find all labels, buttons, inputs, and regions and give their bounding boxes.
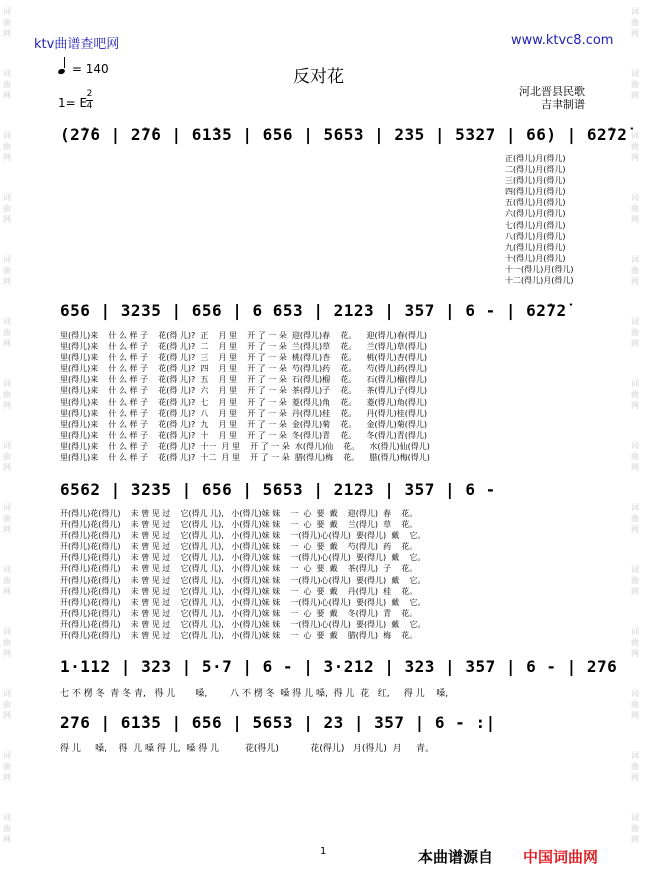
time-signature: 2 4: [86, 89, 93, 111]
watermark-char: 网: [3, 339, 11, 348]
watermark-char: 词: [631, 7, 639, 16]
tempo-value: = 140: [71, 62, 109, 76]
verse-b-line: 开(得儿)花(得儿) 未 曾 见 过 它(得儿 儿), 小(得儿)妹 妹 一(得儿)心(得儿) 要(得儿) 戴 它。: [60, 619, 426, 629]
watermark-char: 网: [631, 339, 639, 348]
watermark-char: 词: [631, 503, 639, 512]
watermark-char: 网: [3, 401, 11, 410]
page-title: 反对花: [293, 67, 344, 87]
watermark-char: 曲: [3, 266, 11, 275]
watermark-char: 网: [631, 711, 639, 720]
watermark-char: 曲: [3, 824, 11, 833]
staff-row-1: (2̇7̇6 | 2̇7̇6 | 61̇35 | 656 | 5653 | 235 | 5327 | 66) | 62̇72̇: [60, 125, 628, 144]
watermark-char: 曲: [631, 638, 639, 647]
watermark-char: 曲: [3, 452, 11, 461]
verse-intro-line: 十(得儿)月(得儿): [505, 253, 566, 263]
watermark-char: 曲: [631, 204, 639, 213]
verse-b-line: 开(得儿)花(得儿) 未 曾 见 过 它(得儿 儿), 小(得儿)妹 妹 一 心 要 戴 芍(得儿) 药 花。: [60, 542, 418, 552]
verse-a-line: 里(得儿)来 什 么 样 子 花(得 儿)? 六 月 里 开 了 一 朵 茶(得儿)子 花。 茶(得儿)子(得儿): [60, 386, 428, 396]
watermark-left: [3, 0, 11, 845]
verse-intro-line: 三(得儿)月(得儿): [505, 176, 566, 186]
watermark-char: 网: [3, 773, 11, 782]
watermark-char: 词: [3, 751, 11, 760]
watermark-char: 网: [3, 91, 11, 100]
watermark-char: 词: [631, 565, 639, 574]
watermark-char: 网: [631, 91, 639, 100]
staff-row-5: 276 | 61̇35 | 656 | 5653 | 23 | 357 | 6 - :|: [60, 713, 496, 732]
verse-a-line: 里(得儿)来 什 么 样 子 花(得 儿)? 四 月 里 开 了 一 朵 芍(得儿)药 花。 芍(得儿)药(得儿): [60, 364, 428, 374]
watermark-char: 曲: [631, 700, 639, 709]
watermark-char: 网: [3, 153, 11, 162]
verse-b-line: 开(得儿)花(得儿) 未 曾 见 过 它(得儿 儿), 小(得儿)妹 妹 一 心 要 戴 茶(得儿) 子 花。: [60, 564, 418, 574]
verse-a-line: 里(得儿)来 什 么 样 子 花(得 儿)? 十 月 里 开 了 一 朵 冬(得儿)青 花。 冬(得儿)青(得儿): [60, 430, 428, 440]
quarter-note-icon: [57, 68, 65, 75]
watermark-char: 词: [631, 69, 639, 78]
watermark-char: 词: [3, 193, 11, 202]
verse-a-line: 里(得儿)来 什 么 样 子 花(得 儿)? 五 月 里 开 了 一 朵 石(得儿)榴 花。 石(得儿)榴(得儿): [60, 375, 428, 385]
verse-intro-line: 正(得儿)月(得儿): [505, 154, 566, 163]
verse-intro-line: 七(得儿)月(得儿): [505, 220, 566, 230]
verse-b-line: 开(得儿)花(得儿) 未 曾 见 过 它(得儿 儿), 小(得儿)妹 妹 一 心 要 戴 兰(得儿) 草 花。: [60, 520, 418, 530]
watermark-char: 网: [631, 773, 639, 782]
verse-a-line: 里(得儿)来 什 么 样 子 花(得 儿)? 七 月 里 开 了 一 朵 菱(得儿)角 花。 菱(得儿)角(得儿): [60, 397, 428, 407]
verse-a-line: 里(得儿)来 什 么 样 子 花(得 儿)? 十一 月 里 开 了 一 朵 水(得儿)仙 花。 水(得儿)仙(得儿): [60, 441, 430, 451]
watermark-char: 曲: [631, 80, 639, 89]
verse-b-line: 开(得儿)花(得儿) 未 曾 见 过 它(得儿 儿), 小(得儿)妹 妹 一 心 要 戴 迎(得儿) 春 花。: [60, 509, 418, 518]
verse-b-line: 开(得儿)花(得儿) 未 曾 见 过 它(得儿 儿), 小(得儿)妹 妹 一(得儿)心(得儿) 要(得儿) 戴 它。: [60, 575, 426, 585]
watermark-char: 词: [3, 441, 11, 450]
watermark-char: 曲: [631, 266, 639, 275]
watermark-char: 词: [631, 813, 639, 822]
watermark-char: 网: [631, 277, 639, 286]
origin-info: 河北晋县民歌 吉聿制谱: [519, 85, 585, 111]
watermark-char: 曲: [3, 18, 11, 27]
verse-b-line: 开(得儿)花(得儿) 未 曾 见 过 它(得儿 儿), 小(得儿)妹 妹 一 心 要 戴 腊(得儿) 梅 花。: [60, 631, 418, 641]
verse-intro-line: 十一(得儿)月(得儿): [505, 264, 574, 274]
watermark-char: 曲: [631, 142, 639, 151]
watermark-char: 词: [3, 131, 11, 140]
watermark-char: 网: [3, 835, 11, 844]
watermark-char: 曲: [3, 576, 11, 585]
watermark-char: 网: [3, 711, 11, 720]
watermark-char: 曲: [631, 762, 639, 771]
verse-b-line: 开(得儿)花(得儿) 未 曾 见 过 它(得儿 儿), 小(得儿)妹 妹 一(得儿)心(得儿) 要(得儿) 戴 它。: [60, 597, 426, 607]
verse-intro-line: 四(得儿)月(得儿): [505, 187, 566, 197]
watermark-char: 曲: [631, 18, 639, 27]
watermark-char: 曲: [3, 390, 11, 399]
verse-a-line: 里(得儿)来 什 么 样 子 花(得 儿)? 八 月 里 开 了 一 朵 丹(得儿)桂 花。 丹(得儿)桂(得儿): [60, 408, 428, 418]
watermark-char: 网: [631, 649, 639, 658]
watermark-char: 词: [631, 441, 639, 450]
watermark-char: 词: [3, 317, 11, 326]
verse-intro-line: 五(得儿)月(得儿): [505, 198, 566, 208]
verse-b-line: 开(得儿)花(得儿) 未 曾 见 过 它(得儿 儿), 小(得儿)妹 妹 一 心 要 戴 冬(得儿) 青 花。: [60, 608, 418, 618]
watermark-char: 网: [631, 587, 639, 596]
verse-intro-line: 二(得儿)月(得儿): [505, 165, 566, 175]
watermark-char: 曲: [3, 514, 11, 523]
watermark-char: 词: [631, 317, 639, 326]
verse-a-line: 里(得儿)来 什 么 样 子 花(得 儿)? 三 月 里 开 了 一 朵 桃(得儿)杏 花。 桃(得儿)杏(得儿): [60, 353, 428, 363]
watermark-char: 词: [631, 689, 639, 698]
verse-b-line: 开(得儿)花(得儿) 未 曾 见 过 它(得儿 儿), 小(得儿)妹 妹 一(得儿)心(得儿) 要(得儿) 戴 它。: [60, 531, 426, 541]
staff-row-2: 656 | 3235 | 656 | 6 653 | 2123 | 357 | 6 - | 62̇72̇: [60, 301, 567, 320]
watermark-char: 曲: [631, 390, 639, 399]
watermark-char: 词: [3, 69, 11, 78]
tempo-marking: [58, 62, 109, 76]
staff-row-4: 1·112 | 323 | 5·7 | 6 - | 3·212 | 323 | 357 | 6 - | 276: [60, 657, 618, 676]
verse-b-line: 开(得儿)花(得儿) 未 曾 见 过 它(得儿 儿), 小(得儿)妹 妹 一 心 要 戴 丹(得儿) 桂 花。: [60, 586, 418, 596]
watermark-char: 网: [631, 215, 639, 224]
source-site: 中国词曲网: [523, 848, 599, 866]
verse-intro-line: 九(得儿)月(得儿): [505, 242, 566, 252]
watermark-char: 曲: [3, 142, 11, 151]
watermark-char: 网: [631, 29, 639, 38]
watermark-char: 曲: [631, 514, 639, 523]
verse-b-line: 开(得儿)花(得儿) 未 曾 见 过 它(得儿 儿), 小(得儿)妹 妹 一(得儿)心(得儿) 要(得儿) 戴 它。: [60, 553, 426, 563]
watermark-char: 网: [631, 525, 639, 534]
watermark-char: 曲: [631, 328, 639, 337]
lyric-row-5: 得 儿 嗓, 得 儿 嗓 得 儿, 嗓 得 儿 花(得儿) 花(得儿) 月(得儿) 月 青。: [60, 744, 434, 754]
watermark-char: 词: [3, 379, 11, 388]
watermark-char: 曲: [3, 80, 11, 89]
watermark-char: 词: [3, 7, 11, 16]
watermark-char: 词: [3, 813, 11, 822]
watermark-char: 词: [631, 131, 639, 140]
watermark-char: 网: [3, 587, 11, 596]
watermark-char: 词: [631, 379, 639, 388]
watermark-char: 曲: [631, 824, 639, 833]
verse-a-line: 里(得儿)来 什 么 样 子 花(得 儿)? 二 月 里 开 了 一 朵 兰(得儿)草 花。 兰(得儿)草(得儿): [60, 342, 428, 352]
watermark-char: 曲: [3, 762, 11, 771]
watermark-char: 网: [631, 463, 639, 472]
site-left: ktv曲谱查吧网: [34, 37, 120, 52]
watermark-char: 词: [3, 503, 11, 512]
watermark-char: 网: [3, 277, 11, 286]
watermark-char: 网: [3, 215, 11, 224]
watermark-char: 词: [3, 627, 11, 636]
watermark-char: 曲: [3, 204, 11, 213]
watermark-char: 词: [631, 751, 639, 760]
watermark-char: 词: [631, 627, 639, 636]
verse-a-line: 里(得儿)来 什 么 样 子 花(得 儿)? 九 月 里 开 了 一 朵 金(得儿)菊 花。 金(得儿)菊(得儿): [60, 419, 428, 429]
verse-intro-line: 十二(得儿)月(得儿): [505, 276, 574, 286]
source-label: 本曲谱源自: [418, 848, 494, 866]
verse-intro-line: 六(得儿)月(得儿): [505, 209, 566, 219]
page-number: 1: [320, 846, 327, 857]
verse-intro-block: [505, 153, 573, 286]
watermark-char: 网: [3, 649, 11, 658]
watermark-char: 曲: [3, 328, 11, 337]
watermark-char: 词: [631, 193, 639, 202]
watermark-char: 曲: [631, 576, 639, 585]
watermark-char: 网: [3, 525, 11, 534]
verse-a-block: [60, 330, 430, 463]
lyric-row-4: 七 不 楞 冬 青 冬 青, 得 儿 嗓, 八 不 楞 冬 嗓 得 儿 嗓, 得 儿 花 红, 得 儿 嗓,: [60, 689, 449, 699]
watermark-char: 网: [631, 153, 639, 162]
watermark-char: 网: [3, 463, 11, 472]
watermark-right: [631, 0, 639, 845]
watermark-char: 曲: [3, 638, 11, 647]
verse-a-line: 里(得儿)来 什 么 样 子 花(得 儿)? 十二 月 里 开 了 一 朵 腊(得儿)梅 花。 腊(得儿)梅(得儿): [60, 453, 430, 463]
watermark-char: 词: [631, 255, 639, 264]
watermark-char: 网: [631, 835, 639, 844]
key-signature: 1= E: [58, 96, 88, 110]
watermark-char: 曲: [3, 700, 11, 709]
verse-a-line: 里(得儿)来 什 么 样 子 花(得 儿)? 正 月 里 开 了 一 朵 迎(得儿)春 花。 迎(得儿)春(得儿): [60, 331, 428, 340]
watermark-char: 曲: [631, 452, 639, 461]
watermark-char: 词: [3, 255, 11, 264]
watermark-char: 词: [3, 565, 11, 574]
watermark-char: 网: [631, 401, 639, 410]
watermark-char: 网: [3, 29, 11, 38]
staff-row-3: 6562 | 3235 | 656 | 5653 | 2123 | 357 | 6 -: [60, 480, 496, 499]
watermark-char: 词: [3, 689, 11, 698]
verse-intro-line: 八(得儿)月(得儿): [505, 231, 566, 241]
site-right: www.ktvc8.com: [511, 33, 614, 48]
verse-b-block: [60, 508, 425, 641]
